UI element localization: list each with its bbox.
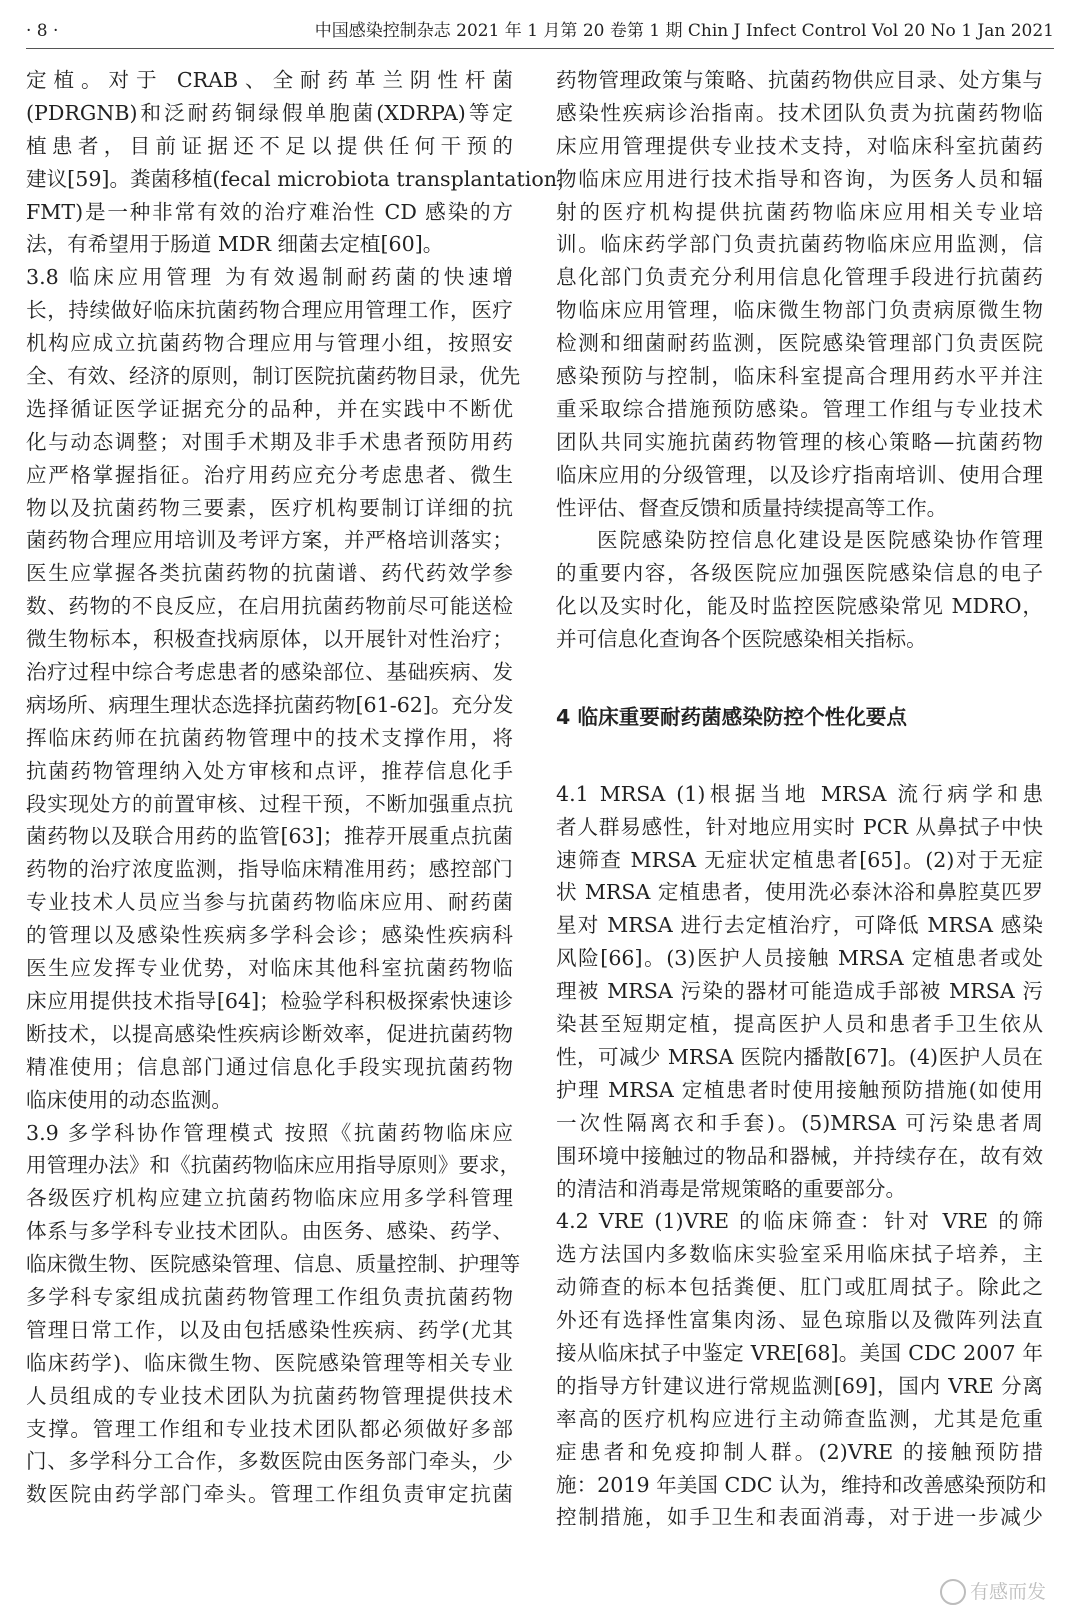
wechat-logo-icon [940, 1579, 966, 1605]
text-line: 的重要内容，各级医院应加强医院感染信息的电子 [556, 561, 1043, 586]
text-line: 染甚至短期定植，提高医护人员和患者手卫生依从 [556, 1012, 1043, 1037]
text-line: 菌药物合理应用培训及考评方案，并严格培训落实； [26, 528, 513, 553]
text-line: 的指导方针建议进行常规监测[69]，国内 VRE 分离 [556, 1373, 1043, 1398]
text-line: 4.1 MRSA (1)根据当地 MRSA 流行病学和患 [556, 781, 1043, 806]
text-line: 抗菌药物管理纳入处方审核和点评，推荐信息化手 [26, 758, 513, 783]
watermark-text: 有感而发 [969, 1580, 1046, 1603]
text-line: 病场所、病理生理状态选择抗菌药物[61-62]。充分发 [26, 692, 514, 717]
text-line: 应严格掌握指征。治疗用药应充分考虑患者、微生 [26, 462, 513, 487]
text-line: 一次性隔离衣和手套)。(5)MRSA 可污染患者周 [556, 1110, 1043, 1135]
text-line: 训。临床药学部门负责抗菌药物临床应用监测，信 [556, 232, 1043, 257]
text-line: 段实现处方的前置审核、过程干预，不断加强重点抗 [26, 791, 513, 816]
text-line: 性，可减少 MRSA 医院内播散[67]。(4)医护人员在 [556, 1044, 1043, 1069]
page-header [26, 18, 1054, 44]
right-column-lower-text [556, 778, 1047, 1534]
text-line: 药物管理政策与策略、抗菌药物供应目录、处方集与 [556, 68, 1043, 92]
watermark [940, 1577, 1046, 1606]
text-line: 并可信息化查询各个医院感染相关指标。 [556, 627, 927, 652]
text-line: 机构应成立抗菌药物合理应用与管理小组，按照安 [26, 331, 513, 356]
text-line: 选择循证医学证据充分的品种，并在实践中不断优 [26, 396, 513, 421]
section-spacer [556, 745, 1043, 778]
text-line: 控制措施，如手卫生和表面消毒，对于进一步减少 [556, 1505, 1043, 1530]
text-line: 护理 MRSA 定植患者时使用接触预防措施(如使用 [556, 1077, 1043, 1102]
text-line: 感染预防与控制，临床科室提高合理用药水平并注 [556, 364, 1043, 389]
text-line: 药物的治疗浓度监测，指导临床精准用药；感控部门 [26, 857, 513, 882]
text-line: 管理日常工作，以及由包括感染性疾病、药学(尤其 [26, 1317, 513, 1342]
text-line: 专业技术人员应当参与抗菌药物临床应用、耐药菌 [26, 890, 513, 915]
text-line: 数、药物的不良反应，在启用抗菌药物前尽可能送检 [26, 594, 513, 619]
text-line: 物以及抗菌药物三要素，医疗机构要制订详细的抗 [26, 495, 513, 520]
text-line: 各级医疗机构应建立抗菌药物临床应用多学科管理 [26, 1186, 513, 1211]
text-line: 体系与多学科专业技术团队。由医务、感染、药学、 [26, 1219, 513, 1244]
text-line: 临床药学)、临床微生物、医院感染管理等相关专业 [26, 1350, 513, 1375]
text-line: 物临床应用管理，临床微生物部门负责病原微生物 [556, 298, 1043, 323]
text-line: 理被 MRSA 污染的器材可能造成手部被 MRSA 污 [556, 979, 1043, 1004]
text-line: 全、有效、经济的原则，制订医院抗菌药物目录，优先 [26, 364, 521, 389]
text-line: 围环境中接触过的物品和器械，并持续存在，故有效 [556, 1143, 1043, 1168]
right-column-upper-text [556, 64, 1043, 656]
text-line: 定植。对于 CRAB、全耐药革兰阴性杆菌 [26, 68, 513, 92]
text-line: 感染性疾病诊治指南。技术团队负责为抗菌药物临 [556, 100, 1043, 125]
page-number: · 8 · [26, 21, 59, 41]
text-line: 动筛查的标本包括粪便、肛门或肛周拭子。除此之 [556, 1275, 1043, 1300]
text-line: 团队共同实施抗菌药物管理的核心策略—抗菌药物 [556, 429, 1043, 454]
text-line: 用管理办法》和《抗菌药物临床应用指导原则》要求， [26, 1153, 521, 1178]
text-line: 4.2 VRE (1)VRE 的临床筛查：针对 VRE 的筛 [556, 1209, 1043, 1234]
text-line: 微生物标本，积极查找病原体，以开展针对性治疗； [26, 627, 513, 652]
text-line: 的管理以及感染性疾病多学科会诊；感染性疾病科 [26, 923, 513, 948]
text-line: 接从临床拭子中鉴定 VRE[68]。美国 CDC 2007 年 [556, 1340, 1043, 1365]
text-line: 者人群易感性，针对地应用实时 PCR 从鼻拭子中快 [556, 814, 1043, 839]
text-line: 星对 MRSA 进行去定植治疗，可降低 MRSA 感染 [556, 913, 1043, 938]
text-line: 长，持续做好临床抗菌药物合理应用管理工作，医疗 [26, 298, 513, 323]
text-line: 建议[59]。粪菌移植(fecal microbiota transplantation， [26, 166, 578, 191]
text-line: 门、多学科分工合作，多数医院由医务部门牵头，少 [26, 1449, 513, 1474]
text-line: 医院感染防控信息化建设是医院感染协作管理 [597, 528, 1043, 553]
text-line: FMT)是一种非常有效的治疗难治性 CD 感染的方 [26, 199, 513, 224]
text-line: 临床微生物、医院感染管理、信息、质量控制、护理等 [26, 1252, 521, 1277]
text-line: 精准使用；信息部门通过信息化手段实现抗菌药物 [26, 1054, 513, 1079]
text-line: 床应用管理提供专业技术支持，对临床科室抗菌药 [556, 133, 1043, 158]
text-line: 重采取综合措施预防感染。管理工作组与专业技术 [556, 396, 1043, 421]
text-line: 断技术，以提高感染性疾病诊断效率，促进抗菌药物 [26, 1021, 513, 1046]
text-line: 风险[66]。(3)医护人员接触 MRSA 定植患者或处 [556, 946, 1043, 971]
text-line: 支撑。管理工作组和专业技术团队都必须做好多部 [26, 1416, 513, 1441]
text-line: 数医院由药学部门牵头。管理工作组负责审定抗菌 [26, 1482, 513, 1507]
text-line: 法，有希望用于肠道 MDR 细菌去定植[60]。 [26, 232, 444, 257]
text-line: 多学科专家组成抗菌药物管理工作组负责抗菌药物 [26, 1284, 513, 1309]
header-rule [26, 48, 1054, 49]
text-line: 化以及实时化，能及时监控医院感染常见 MDRO， [556, 594, 1043, 619]
journal-citation: 中国感染控制杂志 2021 年 1 月第 20 卷第 1 期 Chin J Infect Control Vol 20 No 1 Jan 2021 [314, 21, 1054, 41]
text-line: 性评估、督查反馈和质量持续提高等工作。 [556, 495, 948, 520]
text-line: 射的医疗机构提供抗菌药物临床应用相关专业培 [556, 199, 1043, 224]
text-line: 外还有选择性富集肉汤、显色琼脂以及微阵列法直 [556, 1308, 1043, 1333]
text-line: 率高的医疗机构应进行主动筛查监测，尤其是危重 [556, 1406, 1043, 1431]
right-column [556, 64, 1047, 1534]
text-line: 3.8 临床应用管理 为有效遏制耐药菌的快速增 [26, 265, 513, 290]
text-line: 的清洁和消毒是常规策略的重要部分。 [556, 1176, 907, 1201]
text-line: 菌药物以及联合用药的监管[63]；推荐开展重点抗菌 [26, 824, 513, 849]
text-line: 化与动态调整；对围手术期及非手术患者预防用药 [26, 429, 513, 454]
text-line: (PDRGNB)和泛耐药铜绿假单胞菌(XDRPA)等定 [26, 100, 513, 125]
text-line: 物临床应用进行技术指导和咨询，为医务人员和辐 [556, 166, 1043, 191]
text-line: 检测和细菌耐药监测，医院感染管理部门负责医院 [556, 331, 1043, 356]
text-line: 症患者和免疫抑制人群。(2)VRE 的接触预防措 [556, 1439, 1043, 1464]
text-line: 医生应掌握各类抗菌药物的抗菌谱、药代药效学参 [26, 561, 513, 586]
text-line: 床应用提供技术指导[64]；检验学科积极探索快速诊 [26, 988, 513, 1013]
section-heading: 4 临床重要耐药菌感染防控个性化要点 [556, 704, 907, 729]
left-column [26, 64, 578, 1511]
text-line: 挥临床药师在抗菌药物管理中的技术支撑作用，将 [26, 725, 513, 750]
text-line: 临床应用的分级管理，以及诊疗指南培训、使用合理 [556, 462, 1043, 487]
text-line: 3.9 多学科协作管理模式 按照《抗菌药物临床应 [26, 1120, 513, 1145]
text-line: 息化部门负责充分利用信息化管理手段进行抗菌药 [556, 265, 1043, 290]
text-line: 医生应发挥专业优势，对临床其他科室抗菌药物临 [26, 956, 513, 981]
text-line: 治疗过程中综合考虑患者的感染部位、基础疾病、发 [26, 660, 513, 685]
text-line: 施：2019 年美国 CDC 认为，维持和改善感染预防和 [556, 1472, 1047, 1497]
text-line: 临床使用的动态监测。 [26, 1087, 232, 1112]
text-line: 状 MRSA 定植患者，使用洗必泰沐浴和鼻腔莫匹罗 [556, 880, 1043, 905]
text-line: 植患者，目前证据还不足以提供任何干预的 [26, 133, 513, 158]
text-line: 人员组成的专业技术团队为抗菌药物管理提供技术 [26, 1383, 513, 1408]
text-line: 选方法国内多数临床实验室采用临床拭子培养，主 [556, 1242, 1043, 1267]
text-line: 速筛查 MRSA 无症状定植患者[65]。(2)对于无症 [556, 847, 1043, 872]
section-spacer [556, 656, 1043, 689]
